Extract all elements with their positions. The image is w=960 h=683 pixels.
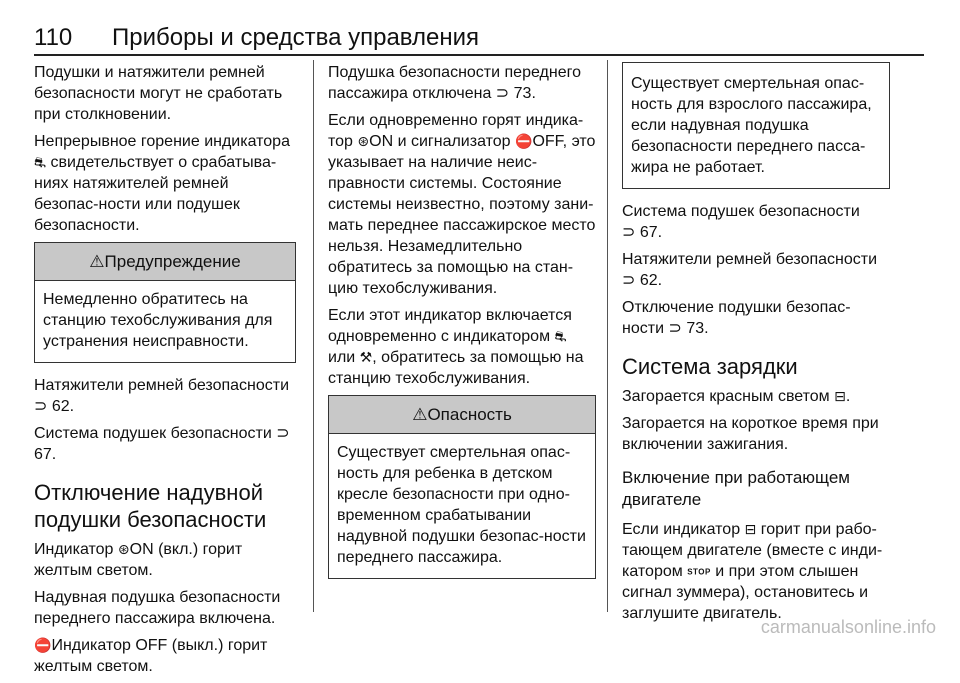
subsection-heading: Включение при работающем двигателе [622, 468, 850, 509]
section-heading: Система зарядки [622, 354, 798, 379]
warning-triangle-icon: ⚠ [89, 252, 105, 271]
paragraph: Непрерывное горение индикатора ⛐ свидетельствует о срабатыва-ниях натяжителей ремней безопас-ности или подушек безопасности. [34, 133, 290, 234]
warning-title: ⚠Предупреждение [35, 243, 295, 281]
danger-body: Существует смертельная опас-ность для ребенка в детском кресле безопасности при одно-временном срабатывании надувной подушки безопас-ности переднего пассажира. [337, 444, 586, 566]
paragraph: Если одновременно горят индика-тор ⊛ON и сигнализатор ⛔OFF, это указывает на наличие неис-правности системы. Состояние системы неизвестно, поэтому зани-мать переднее пассажирское место нельзя. Незамедлительно обратитесь за помощью на стан-цию техобслуживания. [328, 112, 596, 297]
battery-icon: ⊟ [744, 521, 757, 537]
seatbelt-airbag-icon: ⛐ [34, 154, 47, 170]
column-3 [622, 62, 890, 630]
page-ref-arrow-icon: ⊃ [622, 224, 640, 241]
section-heading: Отключение надувной подушки безопасности [34, 480, 267, 532]
battery-icon: ⊟ [834, 388, 846, 404]
airbag-on-icon: ⊛ [117, 541, 130, 557]
danger-box [328, 395, 596, 579]
airbag-on-icon: ⊛ [357, 133, 370, 149]
paragraph: Подушка безопасности переднего пассажира отключена ⊃ 73. [328, 64, 581, 102]
airbag-off-icon: ⛔ [515, 133, 533, 149]
page-ref-arrow-icon: ⊃ [495, 85, 514, 102]
wrench-icon: ⚒ [359, 349, 373, 365]
paragraph: Если этот индикатор включается одновременно с индикатором ⛐ или ⚒, обратитесь за помощью на станцию техобслуживания. [328, 307, 584, 387]
airbag-off-icon: ⛔ [34, 637, 52, 653]
paragraph: Если индикатор ⊟ горит при рабо-тающем двигателе (вместе с инди-катором STOP и при этом слышен сигнал зуммера), остановитесь и заглушите двигатель. [622, 521, 883, 623]
warning-triangle-icon: ⚠ [412, 405, 428, 424]
page-ref-arrow-icon: ⊃ [622, 272, 640, 289]
paragraph: Загорается красным светом ⊟. [622, 388, 851, 405]
watermark: carmanualsonline.info [760, 617, 936, 637]
page-ref-arrow-icon: ⊃ [34, 398, 52, 415]
cross-reference: Система подушек безопасности ⊃ 67. [34, 425, 290, 463]
column-divider [607, 60, 608, 612]
column-1 [34, 62, 296, 683]
paragraph: Загорается на короткое время при включении зажигания. [622, 415, 879, 453]
cross-reference: Отключение подушки безопас-ности ⊃ 73. [622, 299, 851, 337]
paragraph: Индикатор ⊛ON (вкл.) горит желтым светом. [34, 541, 243, 579]
stop-icon: STOP [687, 567, 711, 577]
cross-reference: Система подушек безопасности ⊃ 67. [622, 203, 860, 241]
danger-title: ⚠Опасность [329, 396, 595, 434]
danger-box-continued [622, 62, 890, 189]
page-title: Приборы и средства управления [112, 24, 479, 51]
page-ref-arrow-icon: ⊃ [668, 320, 687, 337]
warning-body: Немедленно обратитесь на станцию техобслуживания для устранения неисправности. [43, 291, 273, 350]
cross-reference: Натяжители ремней безопасности ⊃ 62. [34, 377, 290, 415]
paragraph: ⛔Индикатор OFF (выкл.) горит желтым светом. [34, 637, 268, 675]
page-ref-arrow-icon: ⊃ [276, 425, 290, 442]
danger-body-continued: Существует смертельная опас-ность для взрослого пассажира, если надувная подушка безопасности переднего пасса-жира не работает. [631, 75, 872, 176]
column-divider [313, 60, 314, 612]
cross-reference: Натяжители ремней безопасности ⊃ 62. [622, 251, 878, 289]
page-number: 110 [34, 24, 73, 51]
page-header [34, 22, 924, 56]
column-2 [328, 62, 596, 591]
warning-box [34, 242, 296, 363]
paragraph: Надувная подушка безопасности переднего пассажира включена. [34, 589, 281, 627]
seatbelt-airbag-icon: ⛐ [554, 328, 567, 344]
paragraph: Подушки и натяжители ремней безопасности могут не сработать при столкновении. [34, 64, 283, 123]
